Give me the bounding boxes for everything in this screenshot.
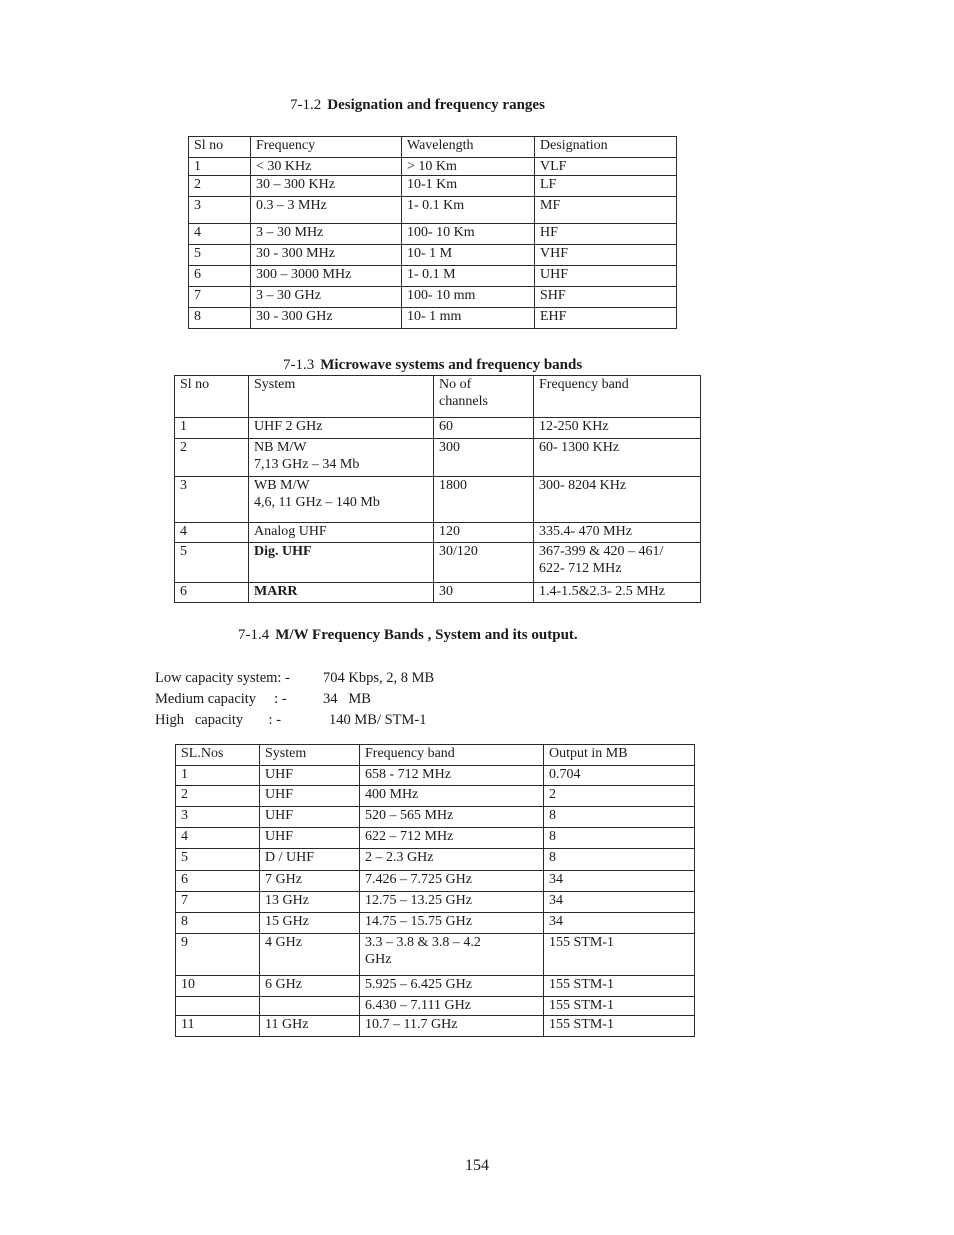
table-cell: 5.925 – 6.425 GHz [360, 976, 544, 997]
section-number: 7-1.3 [283, 357, 315, 373]
table-cell: 1.4-1.5&2.3- 2.5 MHz [534, 583, 701, 603]
table-cell: 8 [189, 308, 251, 329]
table-row [176, 849, 695, 871]
table-cell: HF [535, 224, 677, 245]
table-cell: 3 [175, 477, 249, 523]
table-cell: UHF [260, 766, 360, 786]
capacity-row-high [155, 710, 434, 731]
table-row [176, 786, 695, 807]
column-header: Sl no [189, 137, 251, 158]
table-cell: 8 [176, 913, 260, 934]
capacity-list [155, 668, 434, 731]
table-cell: 100- 10 mm [402, 287, 535, 308]
column-header: System [260, 745, 360, 766]
table-cell: 30 – 300 KHz [251, 176, 402, 197]
table-cell: NB M/W 7,13 GHz – 34 Mb [249, 439, 434, 477]
table-cell: 658 - 712 MHz [360, 766, 544, 786]
column-header: Output in MB [544, 745, 695, 766]
capacity-value: 140 MB/ STM-1 [329, 712, 427, 728]
table-cell: 8 [544, 849, 695, 871]
table-cell: 155 STM-1 [544, 934, 695, 976]
column-header: Frequency band [534, 376, 701, 418]
table-cell: 4 [189, 224, 251, 245]
table-cell: 155 STM-1 [544, 997, 695, 1016]
table-cell: 3 [176, 807, 260, 828]
section-title: Designation and frequency ranges [327, 97, 545, 113]
table-cell: 100- 10 Km [402, 224, 535, 245]
table-cell [260, 997, 360, 1016]
table-cell: 12-250 KHz [534, 418, 701, 439]
table-cell: 34 [544, 871, 695, 892]
table-cell: 155 STM-1 [544, 976, 695, 997]
table-cell: 60 [434, 418, 534, 439]
table-header-row [176, 745, 695, 766]
table-cell: 15 GHz [260, 913, 360, 934]
table-row [176, 807, 695, 828]
column-header: Frequency [251, 137, 402, 158]
capacity-value: 34 MB [323, 691, 371, 707]
table-cell: VLF [535, 158, 677, 176]
table-row [189, 266, 677, 287]
table-row [175, 583, 701, 603]
table-cell: 9 [176, 934, 260, 976]
table-cell: 1 [175, 418, 249, 439]
table-cell: 14.75 – 15.75 GHz [360, 913, 544, 934]
table-cell: 30/120 [434, 543, 534, 583]
table-cell: 0.3 – 3 MHz [251, 197, 402, 224]
table-row [189, 245, 677, 266]
table-row [189, 287, 677, 308]
column-header: Frequency band [360, 745, 544, 766]
table-cell: 120 [434, 523, 534, 543]
table-row [176, 997, 695, 1016]
capacity-label: High capacity : - [155, 712, 282, 728]
table-cell: 1 [176, 766, 260, 786]
table-row [175, 439, 701, 477]
table-cell: WB M/W 4,6, 11 GHz – 140 Mb [249, 477, 434, 523]
table-cell: 60- 1300 KHz [534, 439, 701, 477]
table-cell: 2 [544, 786, 695, 807]
capacity-row-low [155, 668, 434, 689]
table-cell: 622 – 712 MHz [360, 828, 544, 849]
table-cell: 4 [175, 523, 249, 543]
table-cell: 12.75 – 13.25 GHz [360, 892, 544, 913]
table-cell: 11 [176, 1016, 260, 1037]
table-cell: 30 - 300 MHz [251, 245, 402, 266]
section-heading-microwave-systems [283, 357, 582, 374]
capacity-label: Low capacity system: - [155, 670, 290, 686]
table-cell: < 30 KHz [251, 158, 402, 176]
table-cell: 300 [434, 439, 534, 477]
table-cell: VHF [535, 245, 677, 266]
table-cell: 300- 8204 KHz [534, 477, 701, 523]
table-cell: LF [535, 176, 677, 197]
capacity-row-medium [155, 689, 434, 710]
table-cell: 34 [544, 892, 695, 913]
table-header-row [189, 137, 677, 158]
table-cell: 2 [189, 176, 251, 197]
table-cell: UHF [535, 266, 677, 287]
capacity-label: Medium capacity : - [155, 691, 287, 707]
table-cell: Analog UHF [249, 523, 434, 543]
table-cell: 1- 0.1 Km [402, 197, 535, 224]
table-row [189, 158, 677, 176]
section-number: 7-1.4 [238, 627, 270, 643]
table-cell: 8 [544, 828, 695, 849]
table-cell: 10- 1 mm [402, 308, 535, 329]
table-cell: 6 [189, 266, 251, 287]
column-header: Wavelength [402, 137, 535, 158]
table-cell: SHF [535, 287, 677, 308]
table-cell: 7 GHz [260, 871, 360, 892]
capacity-value: 704 Kbps, 2, 8 MB [323, 670, 435, 686]
table-cell: 6 GHz [260, 976, 360, 997]
mw-output-table [175, 744, 695, 1037]
table-cell: 7.426 – 7.725 GHz [360, 871, 544, 892]
section-heading-designation [290, 97, 545, 114]
table-cell: 10 [176, 976, 260, 997]
table-row [175, 543, 701, 583]
table-cell [176, 997, 260, 1016]
table-cell: MF [535, 197, 677, 224]
table-cell: 6 [176, 871, 260, 892]
table-cell: 30 - 300 GHz [251, 308, 402, 329]
table-cell: 4 GHz [260, 934, 360, 976]
table-row [189, 224, 677, 245]
table-cell: 5 [175, 543, 249, 583]
table-row [176, 976, 695, 997]
table-cell: UHF [260, 786, 360, 807]
table-cell: 10-1 Km [402, 176, 535, 197]
table-row [176, 913, 695, 934]
section-title: M/W Frequency Bands , System and its output. [275, 627, 578, 643]
table-cell: 2 [176, 786, 260, 807]
table-cell: 8 [544, 807, 695, 828]
table-cell: 400 MHz [360, 786, 544, 807]
table-cell: 11 GHz [260, 1016, 360, 1037]
column-header: SL.Nos [176, 745, 260, 766]
section-heading-mw-bands-output [238, 627, 578, 644]
column-header: No of channels [434, 376, 534, 418]
table-cell: 30 [434, 583, 534, 603]
table-row [189, 176, 677, 197]
column-header: Designation [535, 137, 677, 158]
table-cell: 1- 0.1 M [402, 266, 535, 287]
table-cell: EHF [535, 308, 677, 329]
table-cell: 4 [176, 828, 260, 849]
table-cell: 5 [189, 245, 251, 266]
table-cell: 13 GHz [260, 892, 360, 913]
table-cell: > 10 Km [402, 158, 535, 176]
table-row [176, 828, 695, 849]
table-cell: 6.430 – 7.111 GHz [360, 997, 544, 1016]
table-cell: D / UHF [260, 849, 360, 871]
table-cell: 6 [175, 583, 249, 603]
table-cell: 10- 1 M [402, 245, 535, 266]
table-cell: 7 [189, 287, 251, 308]
table-cell: MARR [249, 583, 434, 603]
table-cell: UHF [260, 828, 360, 849]
section-title: Microwave systems and frequency bands [320, 357, 583, 373]
table-cell: 2 – 2.3 GHz [360, 849, 544, 871]
table-cell: 2 [175, 439, 249, 477]
table-row [176, 871, 695, 892]
microwave-systems-table [174, 375, 701, 603]
designation-frequency-table [188, 136, 677, 329]
table-row [176, 892, 695, 913]
table-cell: 367-399 & 420 – 461/ 622- 712 MHz [534, 543, 701, 583]
table-cell: 7 [176, 892, 260, 913]
table-row [189, 308, 677, 329]
table-cell: 1 [189, 158, 251, 176]
table-row [175, 477, 701, 523]
table-row [176, 1016, 695, 1037]
page-number: 154 [465, 1157, 489, 1174]
table-cell: 3 [189, 197, 251, 224]
table-cell: Dig. UHF [249, 543, 434, 583]
table-cell: 1800 [434, 477, 534, 523]
table-header-row [175, 376, 701, 418]
table-cell: 3.3 – 3.8 & 3.8 – 4.2 GHz [360, 934, 544, 976]
table-cell: UHF [260, 807, 360, 828]
table-row [175, 418, 701, 439]
table-row [176, 934, 695, 976]
table-cell: 300 – 3000 MHz [251, 266, 402, 287]
column-header: System [249, 376, 434, 418]
section-number: 7-1.2 [290, 97, 322, 113]
table-cell: UHF 2 GHz [249, 418, 434, 439]
table-row [189, 197, 677, 224]
table-cell: 155 STM-1 [544, 1016, 695, 1037]
table-cell: 3 – 30 MHz [251, 224, 402, 245]
table-cell: 335.4- 470 MHz [534, 523, 701, 543]
table-cell: 0.704 [544, 766, 695, 786]
table-cell: 5 [176, 849, 260, 871]
table-cell: 10.7 – 11.7 GHz [360, 1016, 544, 1037]
table-cell: 34 [544, 913, 695, 934]
table-row [175, 523, 701, 543]
table-cell: 520 – 565 MHz [360, 807, 544, 828]
table-cell: 3 – 30 GHz [251, 287, 402, 308]
column-header: Sl no [175, 376, 249, 418]
table-row [176, 766, 695, 786]
